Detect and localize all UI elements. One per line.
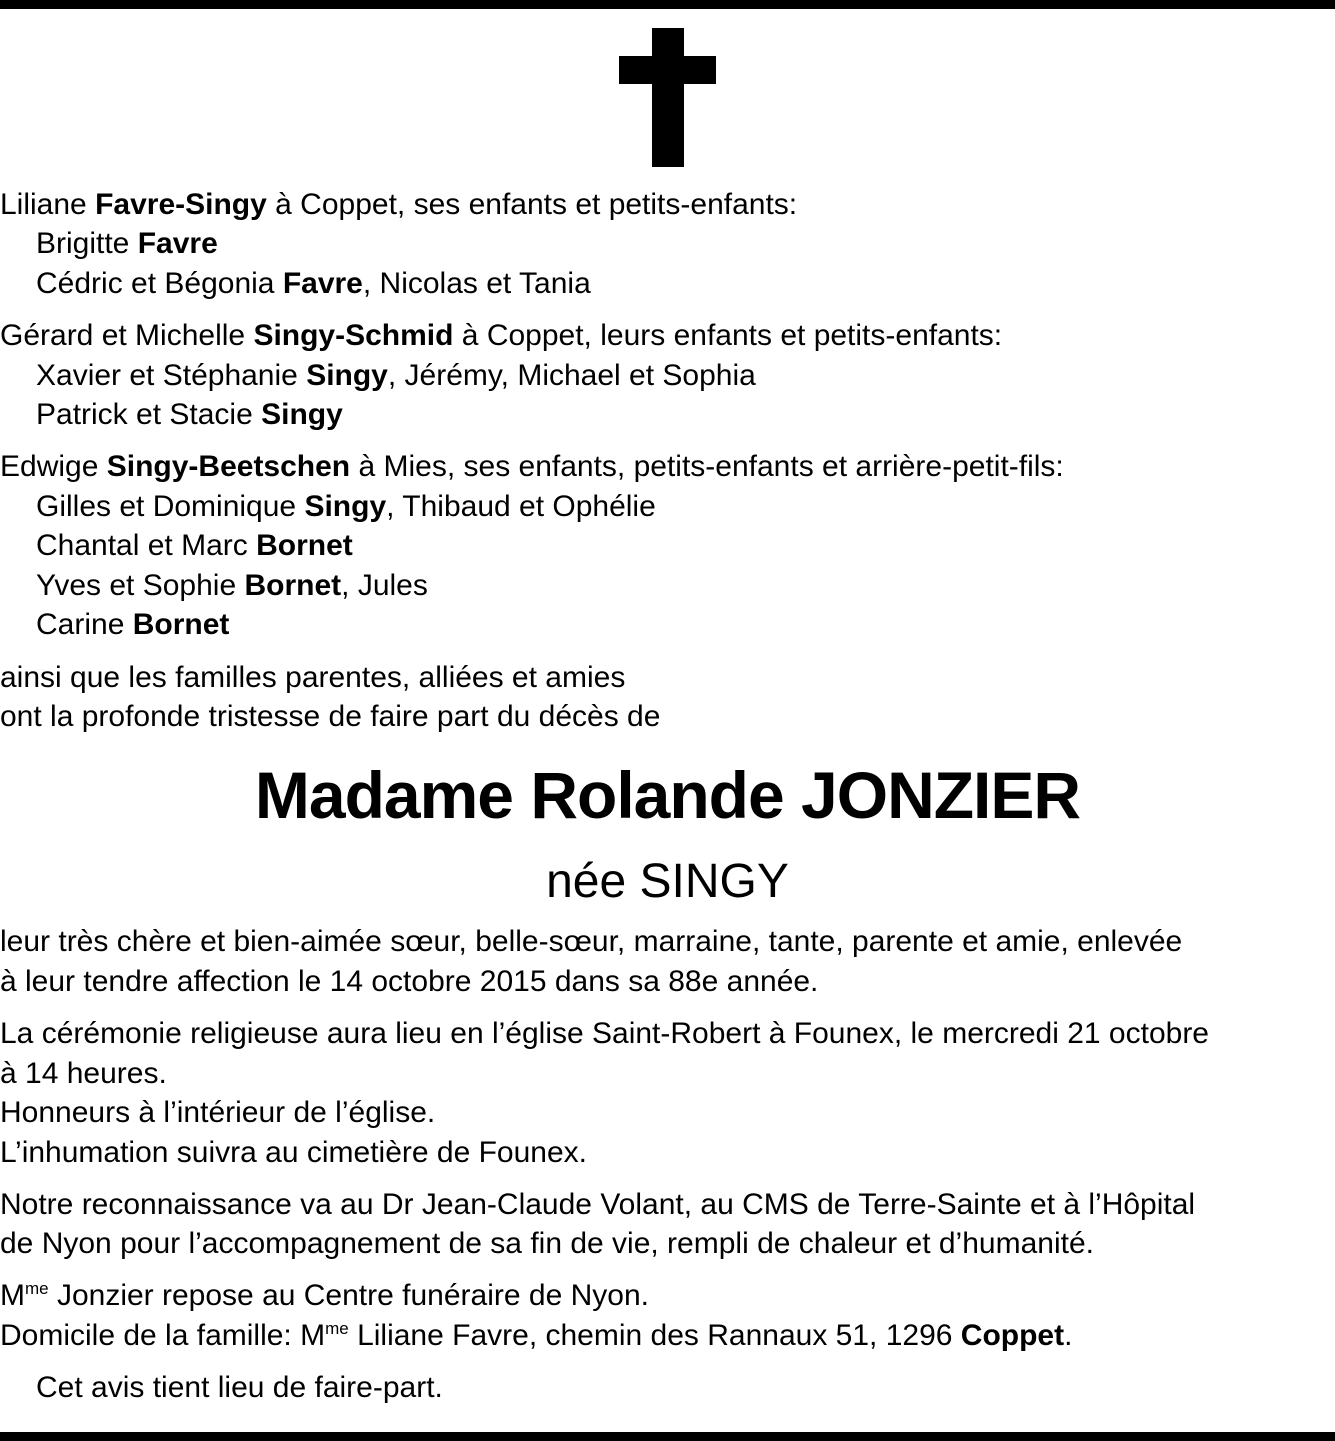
family-member: Brigitte Favre: [36, 227, 218, 260]
closing-line: Cet avis tient lieu de faire-part.: [36, 1371, 443, 1404]
ceremony-line: L’inhumation suivra au cimetière de Founex.: [0, 1136, 587, 1169]
family-group-3-head: Edwige Singy-Beetschen à Mies, ses enfants, petits-enfants et arrière-petit-fils:: [0, 450, 1064, 483]
tribute-line: à leur tendre affection le 14 octobre 2015 dans sa 88e année.: [0, 965, 819, 998]
intro-line: ainsi que les familles parentes, alliées et amies: [0, 661, 626, 694]
family-group-2-head: Gérard et Michelle Singy-Schmid à Coppet, leurs enfants et petits-enfants:: [0, 319, 1003, 352]
bottom-rule: [0, 1432, 1335, 1441]
family-member: Xavier et Stéphanie Singy, Jérémy, Michael et Sophia: [36, 359, 756, 392]
domicile-line: Domicile de la famille: $M^{me}$ Liliane Favre, chemin des Rannaux 51, 1296 Coppet.: [0, 1319, 1073, 1352]
maiden-name: née SINGY: [546, 855, 789, 908]
tribute-line: leur très chère et bien-aimée sœur, belle-sœur, marraine, tante, parente et amie, enlevée: [0, 925, 1183, 958]
top-rule: [0, 0, 1335, 9]
ceremony-line: Honneurs à l’intérieur de l’église.: [0, 1096, 436, 1129]
family-member: Yves et Sophie Bornet, Jules: [36, 569, 428, 602]
family-member: Chantal et Marc Bornet: [36, 529, 353, 562]
family-member: Carine Bornet: [36, 608, 230, 641]
deceased-name: Madame Rolande JONZIER: [254, 758, 1081, 832]
family-member: Cédric et Bégonia Favre, Nicolas et Tania: [36, 267, 591, 300]
family-group-1-head: Liliane Favre-Singy à Coppet, ses enfants et petits-enfants:: [0, 188, 798, 221]
repose-line: $M^{me}$ Jonzier repose au Centre funéraire de Nyon.: [0, 1279, 649, 1312]
thanks-line: de Nyon pour l’accompagnement de sa fin de vie, rempli de chaleur et d’humanité.: [0, 1227, 1094, 1260]
family-member: Gilles et Dominique Singy, Thibaud et Ophélie: [36, 490, 656, 523]
cross-icon: [619, 28, 716, 167]
intro-line: ont la profonde tristesse de faire part du décès de: [0, 700, 661, 733]
family-member: Patrick et Stacie Singy: [36, 398, 343, 431]
ceremony-line: à 14 heures.: [0, 1057, 167, 1090]
thanks-line: Notre reconnaissance va au Dr Jean-Claude Volant, au CMS de Terre-Sainte et à l’Hôpital: [0, 1188, 1196, 1221]
ceremony-line: La cérémonie religieuse aura lieu en l’église Saint-Robert à Founex, le mercredi 21 octobre: [0, 1017, 1209, 1050]
